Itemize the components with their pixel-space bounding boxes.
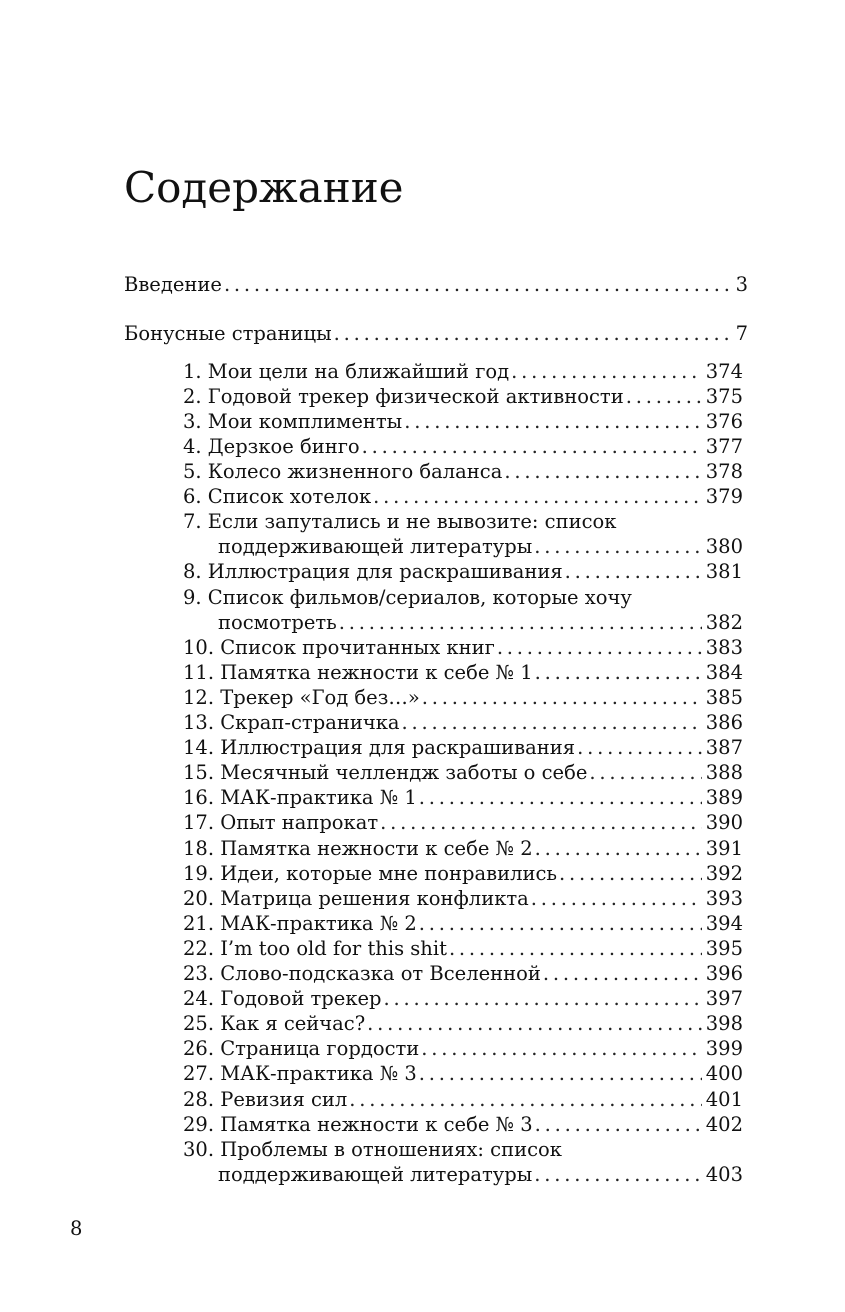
leader-dots [380,810,702,835]
toc-subentry[interactable] [183,484,743,509]
toc-subentry-first-line[interactable]: 30. Проблемы в отношениях: список [183,1138,562,1161]
toc-subentry-first-line[interactable]: 7. Если запутались и не вывозите: список [183,510,617,533]
toc-entry-label: 1. Мои цели на ближайший год [183,360,510,383]
toc-entry-label: 16. МАК-практика № 1 [183,786,417,809]
leader-dots [626,384,702,409]
leader-dots [367,1011,702,1036]
toc-entry-label: 12. Трекер «Год без…» [183,686,420,709]
toc-entry-page: 381 [705,560,743,583]
leader-dots [334,321,732,346]
page-number: 8 [70,1217,83,1240]
toc-subentry[interactable] [183,1036,743,1061]
toc-entry-page: 398 [705,1012,743,1035]
toc-entry-label: посмотреть [218,611,337,634]
toc-entry-page: 382 [705,611,743,634]
toc-entry-page: 386 [705,711,743,734]
leader-dots [511,359,702,384]
toc-subentry[interactable] [183,409,743,434]
toc-subentry[interactable] [183,459,743,484]
toc-subentry[interactable] [218,610,743,635]
toc-entry-label: 20. Матрица решения конфликта [183,887,529,910]
toc-subentry[interactable] [183,735,743,760]
toc-entry-page: 375 [705,385,743,408]
toc-subentry[interactable] [183,559,743,584]
toc-subentry[interactable] [183,1112,743,1137]
toc-entry-label: 4. Дерзкое бинго [183,435,360,458]
toc-subentry[interactable] [183,861,743,886]
toc-entry-page: 396 [705,962,743,985]
toc-entry-label: 15. Месячный челлендж заботы о себе [183,761,588,784]
toc-entry-page: 387 [705,736,743,759]
toc-entry-label: 26. Страница гордости [183,1037,420,1060]
toc-entry-page: 389 [705,786,743,809]
leader-dots [384,986,702,1011]
leader-dots [565,559,702,584]
toc-subentry[interactable] [183,961,743,986]
toc-entry-label: поддерживающей литературы [218,535,533,558]
leader-dots [534,534,702,559]
leader-dots [421,1036,701,1061]
toc-entry-label: поддерживающей литературы [218,1163,533,1186]
toc-entry-label: 18. Памятка нежности к себе № 2 [183,837,533,860]
leader-dots [422,685,702,710]
toc-subentry[interactable] [218,1162,743,1187]
toc-entry-page: 397 [705,987,743,1010]
leader-dots [589,760,701,785]
toc-subentry[interactable] [183,986,743,1011]
leader-dots [449,936,702,961]
toc-entry-page: 395 [705,937,743,960]
leader-dots [497,635,702,660]
leader-dots [404,409,702,434]
toc-entry-label: 2. Годовой трекер физической активности [183,385,624,408]
leader-dots [373,484,702,509]
leader-dots [535,1112,702,1137]
toc-entry-label: 10. Список прочитанных книг [183,636,495,659]
toc-entry-label: Введение [124,273,222,296]
leader-dots [535,660,702,685]
toc-entry-page: 384 [705,661,743,684]
toc-entry-page: 392 [705,862,743,885]
toc-subentry-first-line[interactable]: 9. Список фильмов/сериалов, которые хочу [183,586,632,609]
toc-entry-label: 13. Скрап-страничка [183,711,400,734]
toc-entry-label: 25. Как я сейчас? [183,1012,366,1035]
toc-subentry[interactable] [183,685,743,710]
toc-subentry[interactable] [183,660,743,685]
toc-entry-label: 28. Ревизия сил [183,1088,348,1111]
toc-entry-label: 3. Мои комплименты [183,410,403,433]
toc-subentry[interactable] [183,936,743,961]
toc-subentry[interactable] [183,760,743,785]
leader-dots [419,911,702,936]
toc-entry-page: 402 [705,1113,743,1136]
leader-dots [349,1087,701,1112]
toc-entry-label: 29. Памятка нежности к себе № 3 [183,1113,533,1136]
toc-entry-label: 23. Слово-подсказка от Вселенной [183,962,541,985]
toc-entry-label: 22. I’m too old for this shit [183,937,447,960]
toc-entry-page: 380 [705,535,743,558]
toc-entry-page: 379 [705,485,743,508]
leader-dots [504,459,701,484]
leader-dots [534,1162,702,1187]
toc-entry-page: 7 [735,322,748,345]
toc-subentry[interactable] [183,359,743,384]
toc-entry-page: 391 [705,837,743,860]
toc-subentry[interactable] [183,1011,743,1036]
toc-entry-page: 400 [705,1062,743,1085]
toc-entry-page: 401 [705,1088,743,1111]
toc-entry-page: 374 [705,360,743,383]
toc-entry-page: 403 [705,1163,743,1186]
toc-entry-label: 27. МАК-практика № 3 [183,1062,417,1085]
page-title: Содержание [124,163,404,212]
leader-dots [419,785,702,810]
toc-subentry[interactable] [183,785,743,810]
toc-entry-page: 3 [735,273,748,296]
leader-dots [339,610,702,635]
toc-subentry[interactable] [183,810,743,835]
toc-entry-label: 8. Иллюстрация для раскрашивания [183,560,563,583]
toc-entry-label: 21. МАК-практика № 2 [183,912,417,935]
leader-dots [543,961,702,986]
toc-subentry[interactable] [183,635,743,660]
toc-entry-page: 378 [705,460,743,483]
toc-subentry[interactable] [183,911,743,936]
toc-entry-page: 388 [705,761,743,784]
toc-subentry[interactable] [218,534,743,559]
toc-entry-label: 6. Список хотелок [183,485,372,508]
toc-entry-page: 376 [705,410,743,433]
leader-dots [402,710,702,735]
toc-subentry[interactable] [183,434,743,459]
leader-dots [419,1061,702,1086]
toc-entry-label: 11. Памятка нежности к себе № 1 [183,661,533,684]
toc-entry-page: 383 [705,636,743,659]
toc-entry-page: 390 [705,811,743,834]
leader-dots [535,836,702,861]
toc-entry-label: Бонусные страницы [124,322,332,345]
toc-entry-page: 399 [705,1037,743,1060]
toc-entry-page: 385 [705,686,743,709]
toc-subentry[interactable] [183,384,743,409]
toc-entry-label: 17. Опыт напрокат [183,811,379,834]
leader-dots [224,272,732,297]
toc-subentry[interactable] [183,836,743,861]
toc-entry-page: 393 [705,887,743,910]
toc-subentry[interactable] [183,1087,743,1112]
toc-entry-label: 14. Иллюстрация для раскрашивания [183,736,576,759]
toc-subentry[interactable] [183,710,743,735]
leader-dots [531,886,702,911]
toc-entry-page: 377 [705,435,743,458]
toc-entry-label: 5. Колесо жизненного баланса [183,460,503,483]
leader-dots [559,861,702,886]
toc-entry-page: 394 [705,912,743,935]
toc-subentry[interactable] [183,886,743,911]
toc-entry-label: 24. Годовой трекер [183,987,382,1010]
toc-subentry[interactable] [183,1061,743,1086]
toc-entry-bonus[interactable] [124,321,748,346]
leader-dots [577,735,702,760]
leader-dots [362,434,702,459]
toc-entry-label: 19. Идеи, которые мне понравились [183,862,557,885]
toc-entry-intro[interactable] [124,272,748,297]
